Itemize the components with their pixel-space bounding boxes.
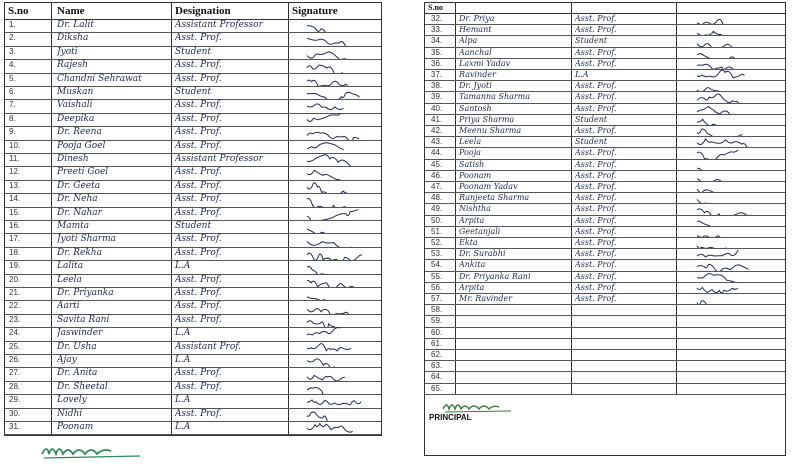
serial-number: 62. [431, 350, 443, 359]
serial-number: 3. [9, 46, 16, 56]
name-cell: Jyoti Sharma [57, 234, 116, 245]
signature-mark [695, 69, 750, 80]
signature-mark [305, 193, 356, 206]
designation-cell: Asst. Prof. [175, 127, 222, 138]
table-row [5, 354, 381, 368]
designation-cell: Asst. Prof. [575, 92, 617, 102]
designation-cell: Asst. Prof. [575, 271, 617, 281]
signature-mark [695, 159, 746, 170]
table-row [5, 86, 381, 100]
serial-number: 16. [9, 221, 21, 230]
table-row [5, 341, 381, 355]
designation-cell: Asst. Prof. [575, 182, 617, 191]
name-cell: Santosh [459, 103, 492, 113]
signature-mark [695, 35, 749, 46]
name-cell: Dr. Neha [57, 194, 98, 205]
name-cell: Jaswinder [57, 328, 103, 339]
signature-mark [305, 341, 353, 354]
designation-cell: Student [175, 221, 212, 231]
name-cell: Vaishali [57, 100, 93, 111]
serial-number: 43. [431, 137, 443, 147]
serial-number: 31. [9, 422, 21, 431]
signature-mark [305, 233, 357, 246]
name-cell: Muskan [57, 87, 94, 97]
serial-number: 58. [431, 305, 443, 315]
signature-mark [305, 247, 364, 260]
designation-cell: Asst. Prof. [175, 381, 222, 392]
table-row [5, 126, 381, 140]
table-row [5, 166, 381, 180]
serial-number: 33. [431, 25, 443, 35]
designation-cell: L.A [175, 328, 191, 339]
designation-cell: Asst. Prof. [175, 60, 222, 71]
name-cell: Dr. Rekha [57, 247, 102, 258]
signature-mark [695, 271, 736, 282]
designation-cell: Asst. Prof. [575, 226, 617, 236]
designation-cell: Asst. Prof. [575, 215, 617, 225]
table-row [5, 113, 381, 127]
serial-number: 56. [431, 282, 443, 292]
name-cell: Aanchal [459, 47, 492, 57]
serial-number: 6. [9, 87, 16, 96]
serial-number: 45. [431, 159, 443, 169]
serial-number: 49. [431, 204, 443, 214]
table-row [5, 140, 381, 154]
designation-cell: Asst. Prof. [175, 73, 222, 84]
serial-number: 21. [9, 288, 21, 297]
signature-mark [695, 215, 741, 226]
serial-number: 29. [9, 395, 21, 405]
signature-mark [305, 207, 363, 220]
serial-number: 26. [9, 355, 21, 364]
name-cell: Preeti Goel [57, 167, 109, 178]
designation-cell: Asst. Prof. [175, 167, 222, 178]
designation-cell: L.A [575, 70, 589, 79]
table-row [5, 260, 381, 274]
designation-cell: Asst. Prof. [175, 140, 222, 151]
name-cell: Lalita [57, 261, 84, 272]
serial-number: 10. [9, 140, 21, 150]
serial-number: 54. [431, 260, 443, 270]
name-cell: Arpita [459, 282, 485, 292]
table-row [5, 46, 381, 60]
header-sno: S.no [8, 5, 29, 17]
attendance-sheet-left [4, 2, 382, 436]
name-cell: Savita Rani [57, 314, 110, 325]
name-cell: Tamanna Sharma [459, 92, 531, 102]
serial-number: 9. [9, 127, 16, 137]
designation-cell: Asst. Prof. [175, 100, 222, 111]
table-row [5, 314, 381, 328]
signature-mark [695, 91, 744, 102]
table-row [5, 32, 381, 46]
serial-number: 65. [431, 383, 443, 393]
designation-cell: Assistant Professor [175, 20, 263, 30]
serial-number: 30. [9, 408, 21, 418]
serial-number: 7. [9, 100, 16, 110]
serial-number: 17. [9, 234, 21, 244]
signature-mark [695, 47, 736, 58]
serial-number: 63. [431, 361, 443, 371]
serial-number: 48. [431, 193, 443, 203]
signature-mark [305, 19, 345, 32]
designation-cell: Asst. Prof. [575, 193, 617, 203]
serial-number: 38. [431, 81, 443, 91]
signature-mark [305, 314, 359, 327]
principal-label: PRINCIPAL [429, 413, 472, 422]
signature-mark [695, 237, 735, 248]
header-signature: Signature [292, 5, 338, 17]
signature-mark [695, 226, 748, 237]
name-cell: Diksha [57, 33, 89, 44]
signature-mark [305, 260, 351, 273]
name-cell: Poonam Yadav [459, 182, 518, 191]
name-cell: Ankita [459, 260, 486, 270]
designation-cell: Student [575, 36, 608, 46]
signature-mark [695, 282, 743, 293]
header-designation: Designation [175, 5, 231, 17]
signature-mark [305, 73, 353, 86]
serial-number: 1. [9, 20, 16, 29]
designation-cell: Asst. Prof. [575, 159, 617, 169]
designation-cell: Asst. Prof. [575, 170, 617, 180]
signature-mark [305, 287, 345, 300]
name-cell: Dr. Geeta [57, 180, 101, 191]
serial-number: 52. [431, 238, 443, 247]
name-cell: Poonam [57, 422, 94, 432]
signature-mark [695, 114, 738, 125]
designation-cell: Asst. Prof. [575, 14, 617, 23]
table-row [5, 19, 381, 33]
signature-mark [695, 13, 735, 24]
signature-mark [305, 354, 360, 367]
designation-cell: Asst. Prof. [575, 249, 617, 259]
signature-mark [305, 381, 354, 394]
serial-number: 13. [9, 180, 21, 190]
serial-number: 36. [431, 58, 443, 68]
designation-cell: Asst. Prof. [575, 238, 617, 247]
designation-cell: Student [175, 46, 212, 57]
designation-cell: Asst. Prof. [175, 247, 222, 258]
table-row [5, 421, 381, 435]
name-cell: Dr. Priyanka [57, 288, 114, 298]
designation-cell: L.A [175, 395, 191, 406]
designation-cell: Student [175, 87, 212, 97]
designation-cell: Asst. Prof. [575, 103, 617, 113]
designation-cell: Asst. Prof. [575, 58, 617, 68]
signature-mark [695, 103, 751, 114]
signature-mark [305, 113, 354, 126]
signature-mark [305, 166, 362, 179]
name-cell: Dr. Jyoti [459, 81, 492, 91]
name-cell: Mr. Ravinder [459, 294, 513, 303]
designation-cell: Asst. Prof. [175, 113, 222, 124]
serial-number: 46. [431, 170, 443, 180]
designation-cell: Asst. Prof. [175, 180, 222, 191]
name-cell: Ajay [57, 355, 77, 365]
serial-number: 60. [431, 327, 443, 337]
name-cell: Dr. Nahar [57, 207, 102, 218]
name-cell: Mamta [57, 221, 90, 231]
name-cell: Dr. Usha [57, 341, 97, 352]
serial-number: 47. [431, 182, 443, 191]
table-row [5, 73, 381, 87]
signature-mark [305, 46, 359, 59]
table-row [5, 193, 381, 207]
serial-number: 50. [431, 215, 443, 225]
serial-number: 15. [9, 207, 21, 217]
signature-mark [695, 24, 742, 35]
designation-cell: Asst. Prof. [175, 314, 222, 325]
signature-mark [695, 248, 742, 259]
signature-mark [695, 170, 753, 181]
table-row [5, 247, 381, 261]
serial-number: 51. [431, 226, 443, 236]
name-cell: Deepika [57, 113, 95, 124]
signature-mark [305, 394, 361, 407]
signature-mark [695, 125, 745, 136]
serial-number: 12. [9, 167, 21, 177]
designation-cell: Asst. Prof. [175, 301, 222, 312]
name-cell: Dr. Priya [459, 14, 495, 23]
signature-mark [695, 58, 743, 69]
serial-number: 11. [9, 154, 20, 163]
designation-cell: Asst. Prof. [175, 234, 222, 245]
serial-number: 5. [9, 73, 16, 83]
name-cell: Pooja [459, 148, 481, 158]
table-row [5, 381, 381, 395]
table-row [5, 207, 381, 221]
designation-cell: Asst. Prof. [175, 274, 222, 285]
serial-number: 40. [431, 103, 443, 113]
name-cell: Ranjeeta Sharma [459, 193, 530, 203]
principal-stamp-signature [441, 399, 521, 420]
table-row [5, 300, 381, 314]
designation-cell: Asst. Prof. [175, 33, 222, 44]
serial-number: 61. [431, 338, 443, 348]
signature-mark [305, 408, 348, 421]
name-cell: Alpa [459, 36, 478, 46]
serial-number: 28. [9, 381, 21, 391]
designation-cell: Asst. Prof. [575, 282, 617, 292]
serial-number: 57. [431, 294, 443, 303]
name-cell: Dr. Surabhi [459, 249, 506, 259]
designation-cell: L.A [175, 261, 191, 272]
signature-mark [305, 300, 352, 313]
signature-mark [305, 367, 347, 380]
designation-cell: Asst. Prof. [575, 148, 617, 158]
serial-number: 20. [9, 274, 21, 284]
name-cell: Nidhi [57, 408, 83, 419]
name-cell: Jyoti [57, 46, 78, 57]
designation-cell: Asst. Prof. [175, 207, 222, 218]
signature-mark [305, 153, 355, 166]
name-cell: Aarti [57, 301, 80, 312]
serial-number: 44. [431, 148, 443, 158]
table-row [5, 287, 381, 301]
designation-cell: Asst. Prof. [175, 408, 222, 419]
header-sno: S.no [428, 3, 443, 12]
designation-cell: Asst. Prof. [575, 126, 617, 135]
name-cell: Laxmi Yadav [459, 58, 511, 68]
name-cell: Arpita [459, 215, 485, 225]
table-row [5, 59, 381, 73]
name-cell: Geetanjali [459, 226, 501, 236]
designation-cell: Student [575, 137, 608, 147]
name-cell: Dr. Priyanka Rani [459, 271, 531, 281]
serial-number: 34. [431, 36, 443, 46]
serial-number: 22. [9, 301, 21, 311]
serial-number: 59. [431, 316, 443, 326]
name-cell: Ravinder [459, 70, 496, 79]
designation-cell: Asst. Prof. [575, 260, 617, 270]
signature-mark [305, 126, 361, 139]
name-cell: Leela [459, 137, 482, 147]
signature-mark [305, 274, 358, 287]
serial-number: 23. [9, 314, 21, 324]
name-cell: Dinesh [57, 154, 89, 164]
signature-mark [695, 203, 754, 214]
table-row [5, 233, 381, 247]
designation-cell: Asst. Prof. [575, 294, 617, 303]
serial-number: 24. [9, 328, 21, 338]
serial-number: 39. [431, 92, 443, 102]
table-row [5, 408, 381, 422]
designation-cell: Asst. Prof. [175, 368, 222, 379]
name-cell: Priya Sharma [459, 114, 515, 124]
signature-mark [695, 136, 752, 147]
designation-cell: L.A [175, 422, 191, 432]
table-row [5, 220, 381, 234]
serial-number: 4. [9, 60, 16, 70]
name-cell: Dr. Sheetal [57, 381, 108, 392]
serial-number: 55. [431, 271, 443, 281]
signature-mark [695, 147, 739, 158]
designation-cell: Student [575, 114, 608, 124]
name-cell: Dr. Anita [57, 368, 98, 379]
table-header [5, 3, 381, 20]
serial-number: 53. [431, 249, 443, 259]
name-cell: Chandni Sehrawat [57, 73, 142, 84]
signature-mark [305, 220, 350, 233]
signature-mark [695, 259, 749, 270]
table-row [5, 367, 381, 381]
name-cell: Hemant [459, 25, 492, 35]
signature-mark [305, 59, 346, 72]
name-cell: Pooja Goel [57, 140, 106, 151]
signature-mark [305, 86, 360, 99]
table-row [5, 327, 381, 341]
designation-cell: Assistant Professor [175, 154, 263, 164]
serial-number: 35. [431, 47, 443, 57]
serial-number: 37. [431, 70, 443, 79]
designation-cell: Asst. Prof. [575, 25, 617, 35]
serial-number: 32. [431, 14, 443, 23]
serial-number: 64. [431, 372, 443, 382]
serial-number: 27. [9, 368, 21, 378]
name-cell: Poonam [459, 170, 492, 180]
header-name: Name [57, 5, 85, 17]
serial-number: 14. [9, 194, 21, 204]
name-cell: Meenu Sharma [459, 126, 522, 135]
principal-stamp-signature [40, 440, 150, 467]
name-cell: Satish [459, 159, 485, 169]
designation-cell: L.A [175, 355, 191, 365]
signature-mark [305, 140, 348, 153]
table-row [5, 274, 381, 288]
signature-mark [695, 80, 737, 91]
signature-mark [695, 293, 750, 304]
signature-mark [305, 327, 346, 340]
signature-mark [305, 421, 355, 434]
name-cell: Nishtha [459, 204, 491, 214]
signature-mark [305, 180, 349, 193]
table-row [5, 99, 381, 113]
designation-cell: Asst. Prof. [575, 204, 617, 214]
name-cell: Lovely [57, 395, 87, 406]
serial-number: 19. [9, 261, 21, 271]
table-row [5, 394, 381, 408]
name-cell: Dr. Reena [57, 127, 102, 138]
serial-number: 25. [9, 341, 21, 351]
designation-cell: Assistant Prof. [175, 341, 242, 352]
signature-mark [305, 32, 352, 45]
signature-mark [695, 192, 747, 203]
name-cell: Dr. Lalit [57, 20, 94, 30]
table-row [425, 383, 785, 395]
attendance-sheet-right [424, 2, 786, 456]
table-row [5, 180, 381, 194]
name-cell: Rajesh [57, 60, 88, 71]
signature-mark [695, 181, 740, 192]
name-cell: Leela [57, 274, 82, 285]
serial-number: 18. [9, 247, 21, 257]
table-row [5, 153, 381, 167]
serial-number: 42. [431, 126, 443, 135]
designation-cell: Asst. Prof. [175, 288, 222, 298]
designation-cell: Asst. Prof. [575, 47, 617, 57]
name-cell: Ekta [459, 238, 478, 247]
serial-number: 2. [9, 33, 16, 43]
designation-cell: Asst. Prof. [575, 81, 617, 91]
designation-cell: Asst. Prof. [175, 194, 222, 205]
serial-number: 8. [9, 113, 16, 123]
signature-mark [305, 99, 347, 112]
serial-number: 41. [431, 114, 443, 124]
